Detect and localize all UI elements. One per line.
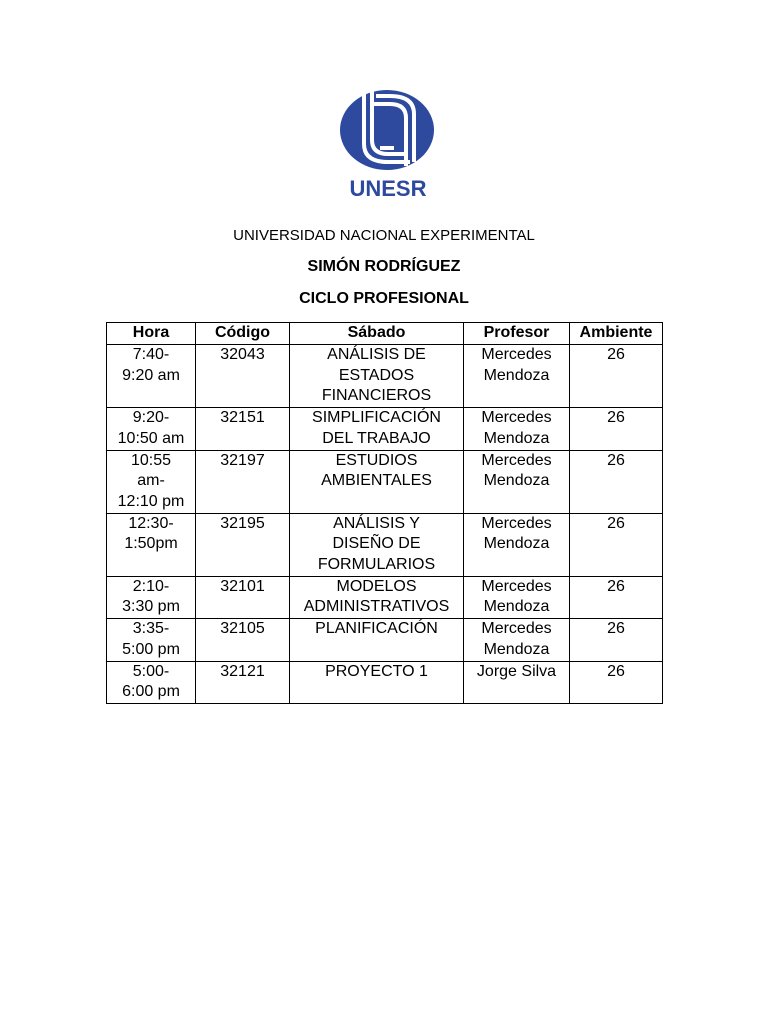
cell-sabado: MODELOS ADMINISTRATIVOS <box>290 576 464 618</box>
cell-hora: 5:00- 6:00 pm <box>107 661 196 703</box>
table-row <box>107 576 663 618</box>
cycle-title: CICLO PROFESIONAL <box>299 290 469 307</box>
header-hora: Hora <box>107 323 196 345</box>
cell-ambiente: 26 <box>570 661 663 703</box>
cell-sabado: ANÁLISIS DE ESTADOS FINANCIEROS <box>290 345 464 408</box>
cell-profesor: Mercedes Mendoza <box>464 450 570 513</box>
cell-profesor: Mercedes Mendoza <box>464 513 570 576</box>
cell-sabado: SIMPLIFICACIÓN DEL TRABAJO <box>290 408 464 450</box>
cell-ambiente: 26 <box>570 619 663 661</box>
cell-codigo: 32151 <box>196 408 290 450</box>
cell-hora: 3:35- 5:00 pm <box>107 619 196 661</box>
cell-codigo: 32043 <box>196 345 290 408</box>
cell-hora: 10:55 am- 12:10 pm <box>107 450 196 513</box>
table-row <box>107 345 663 408</box>
cell-codigo: 32105 <box>196 619 290 661</box>
table-row <box>107 661 663 703</box>
cell-sabado: ESTUDIOS AMBIENTALES <box>290 450 464 513</box>
university-line-1: UNIVERSIDAD NACIONAL EXPERIMENTAL <box>233 227 535 244</box>
cell-codigo: 32197 <box>196 450 290 513</box>
cell-ambiente: 26 <box>570 513 663 576</box>
cell-hora: 7:40- 9:20 am <box>107 345 196 408</box>
cell-profesor: Jorge Silva <box>464 661 570 703</box>
cell-sabado: PLANIFICACIÓN <box>290 619 464 661</box>
logo-wordmark: UNESR <box>349 176 427 200</box>
table-row <box>107 450 663 513</box>
cell-ambiente: 26 <box>570 576 663 618</box>
header-ambiente: Ambiente <box>570 323 663 345</box>
cell-ambiente: 26 <box>570 450 663 513</box>
cell-ambiente: 26 <box>570 408 663 450</box>
cell-profesor: Mercedes Mendoza <box>464 345 570 408</box>
header-codigo: Código <box>196 323 290 345</box>
table-row <box>107 408 663 450</box>
cell-profesor: Mercedes Mendoza <box>464 408 570 450</box>
cell-hora: 12:30- 1:50pm <box>107 513 196 576</box>
university-line-2: SIMÓN RODRÍGUEZ <box>307 258 461 275</box>
cell-codigo: 32195 <box>196 513 290 576</box>
header-profesor: Profesor <box>464 323 570 345</box>
schedule-table <box>106 322 663 704</box>
table-header-row <box>107 323 663 345</box>
cell-profesor: Mercedes Mendoza <box>464 576 570 618</box>
cell-sabado: PROYECTO 1 <box>290 661 464 703</box>
cell-profesor: Mercedes Mendoza <box>464 619 570 661</box>
cell-hora: 9:20- 10:50 am <box>107 408 196 450</box>
cell-ambiente: 26 <box>570 345 663 408</box>
cell-hora: 2:10- 3:30 pm <box>107 576 196 618</box>
cell-sabado: ANÁLISIS Y DISEÑO DE FORMULARIOS <box>290 513 464 576</box>
unesr-logo <box>336 88 440 200</box>
cell-codigo: 32101 <box>196 576 290 618</box>
cell-codigo: 32121 <box>196 661 290 703</box>
table-row <box>107 513 663 576</box>
table-row <box>107 619 663 661</box>
header-sabado: Sábado <box>290 323 464 345</box>
